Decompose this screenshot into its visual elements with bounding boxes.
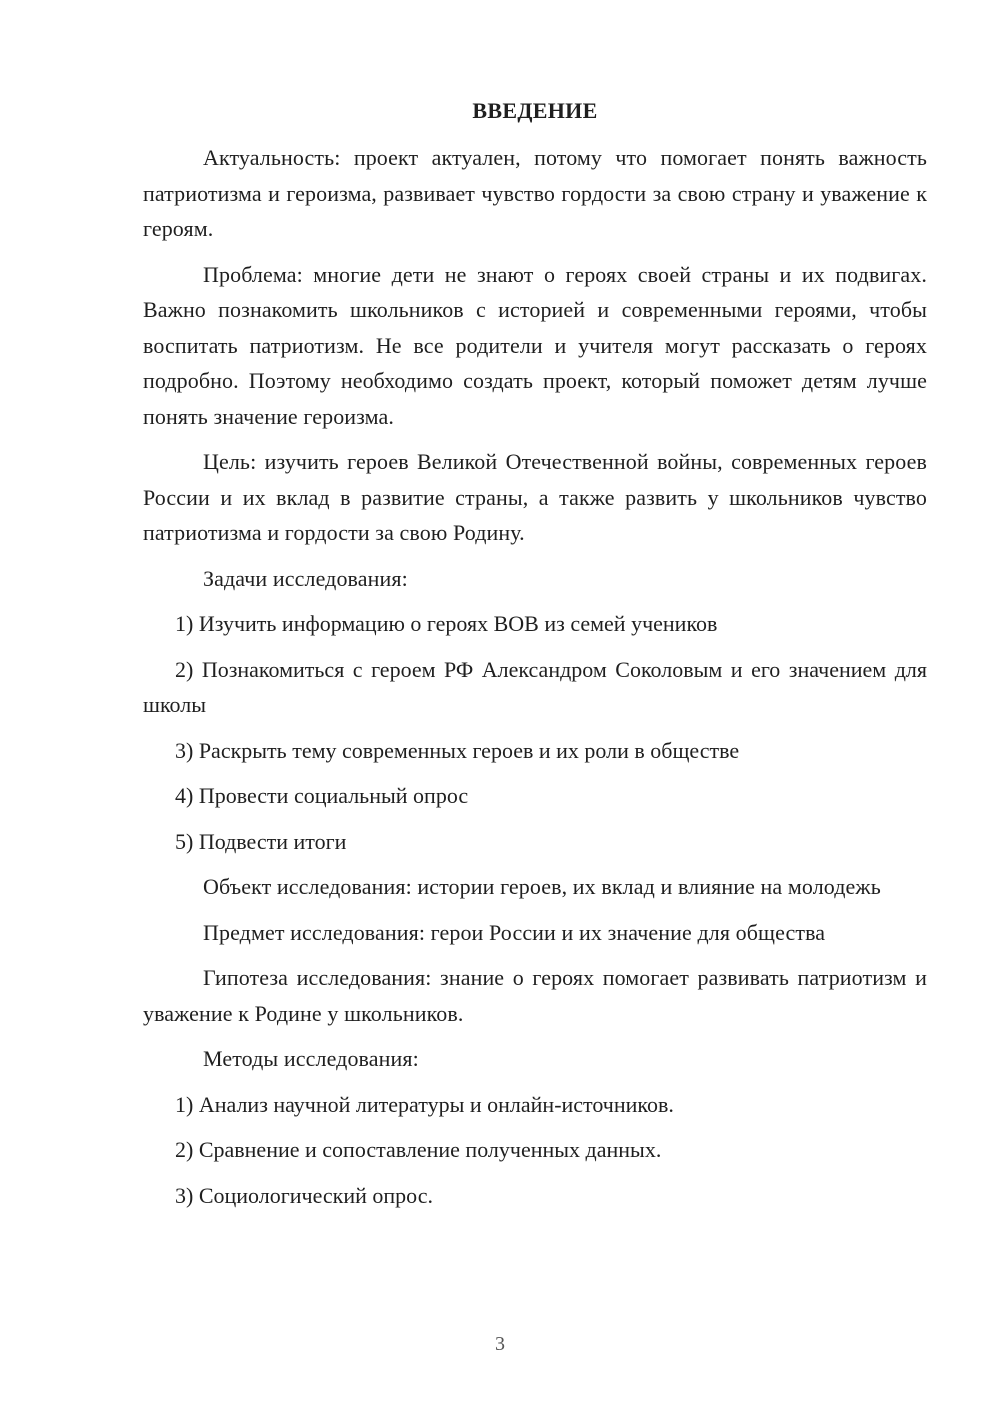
methods-heading: Методы исследования: [203, 1046, 419, 1071]
task-item: 3) Раскрыть тему современных героев и их роли в обществе [175, 737, 740, 763]
method-item: 1) Анализ научной литературы и онлайн-источников. [175, 1091, 674, 1117]
hypothesis-paragraph: Гипотеза исследования: знание о героях помогает развивать патриотизм и уважение к Родине у школьников. [143, 965, 927, 1026]
task-item: 2) Познакомиться с героем РФ Александром Соколовым и его значением для школы [143, 656, 927, 717]
section-title: ВВЕДЕНИЕ [472, 98, 598, 123]
tasks-heading: Задачи исследования: [203, 565, 408, 591]
method-item: 2) Сравнение и сопоставление полученных данных. [175, 1137, 662, 1162]
method-item: 3) Социологический опрос. [175, 1182, 433, 1208]
problem-paragraph: Проблема: многие дети не знают о героях своей страны и их подвигах. Важно познакомить школьников с историей и современными героями, чтобы воспитать патриотизм. Не все родители и учителя могут рассказать о героях подробно. Поэтому необходимо создать проект, который поможет детям лучше понять значение героизма. [143, 261, 927, 429]
document-page [143, 93, 927, 1223]
task-item: 1) Изучить информацию о героях ВОВ из семей учеников [175, 611, 718, 636]
object-paragraph: Объект исследования: истории героев, их вклад и влияние на молодежь [203, 874, 881, 899]
relevance-paragraph: Актуальность: проект актуален, потому что помогает понять важность патриотизма и героизма, развивает чувство гордости за свою страну и уважение к героям. [143, 145, 927, 241]
task-item: 5) Подвести итоги [175, 828, 347, 854]
subject-paragraph: Предмет исследования: герои России и их значение для общества [203, 919, 826, 945]
task-item: 4) Провести социальный опрос [175, 783, 469, 808]
goal-paragraph: Цель: изучить героев Великой Отечественной войны, современных героев России и их вклад в развитие страны, а также развить у школьников чувство патриотизма и гордости за свою Родину. [143, 449, 927, 545]
page-number: 3 [495, 1333, 505, 1355]
